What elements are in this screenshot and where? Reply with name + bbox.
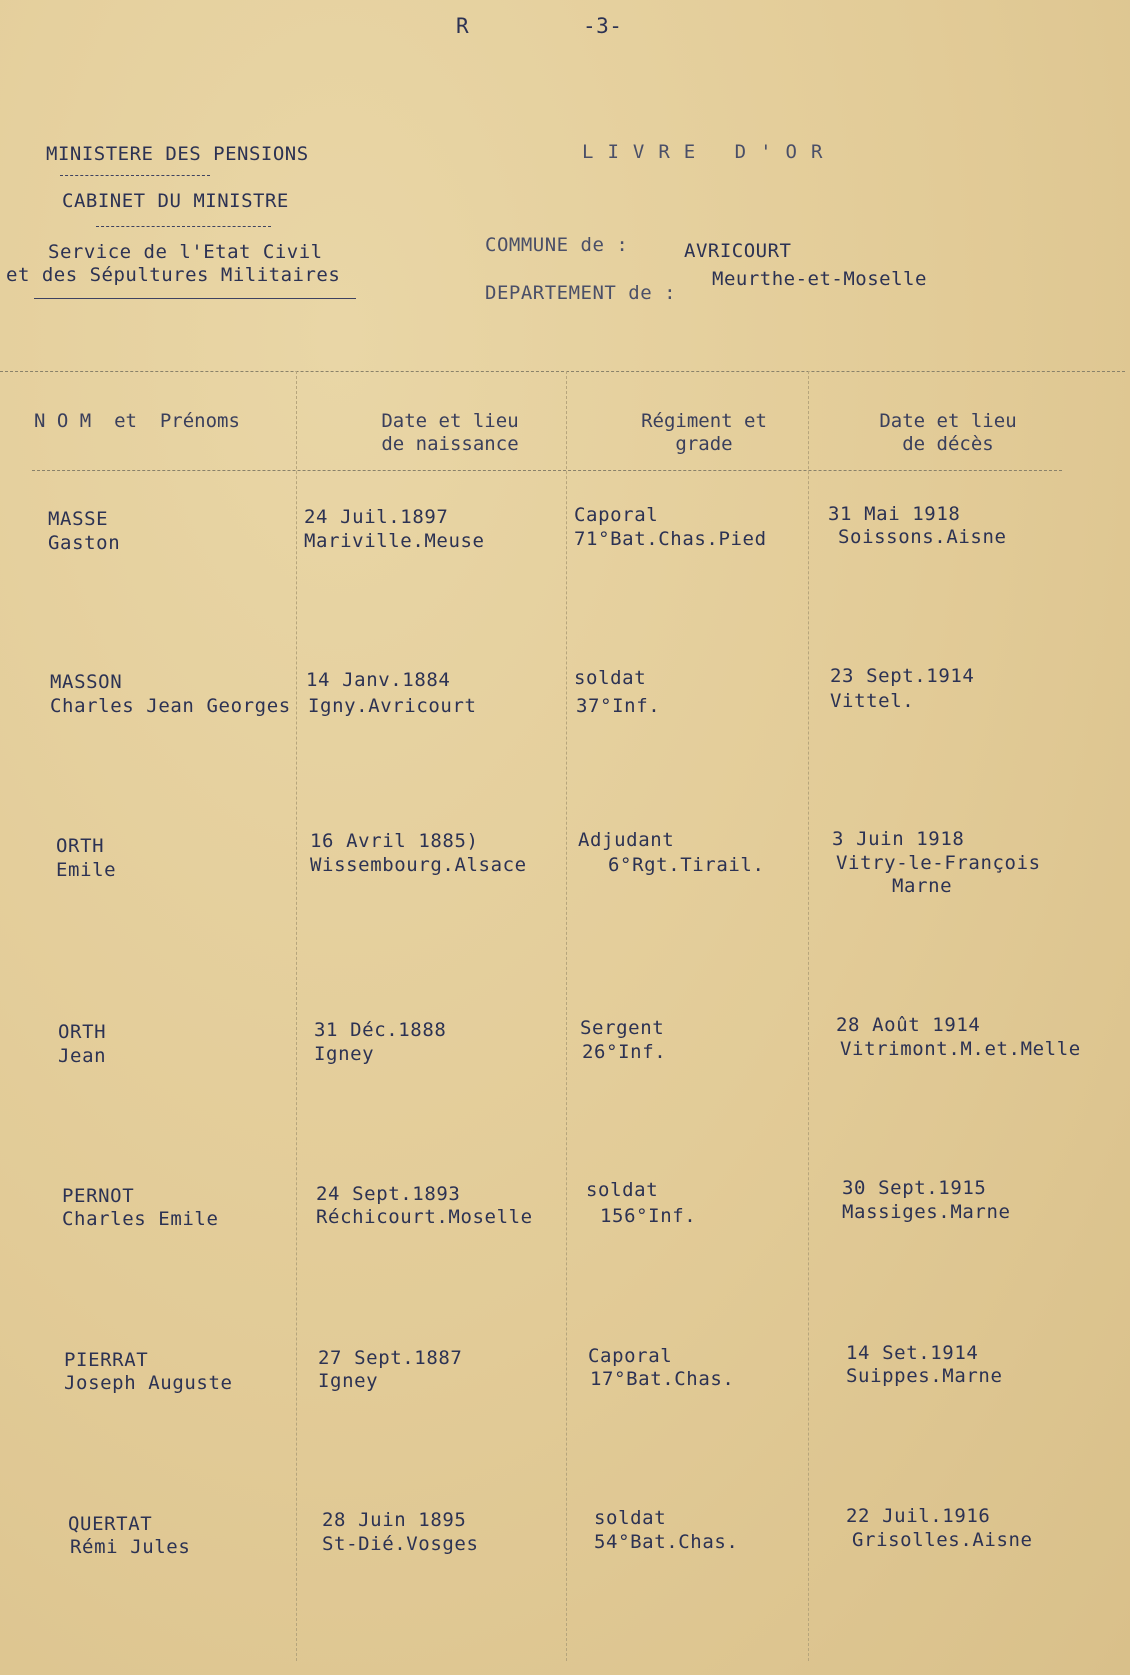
grade: Caporal — [574, 504, 659, 526]
birth-place: Igny.Avricourt — [308, 695, 477, 717]
death-date: 23 Sept.1914 — [830, 665, 975, 687]
given-names: Gaston — [48, 532, 121, 554]
column-divider-1 — [296, 371, 297, 1661]
commune-label: COMMUNE de : — [485, 234, 629, 256]
birth-date: 24 Juil.1897 — [304, 506, 449, 528]
ministry-name: MINISTERE DES PENSIONS — [46, 143, 309, 165]
birth-place: St-Dié.Vosges — [322, 1533, 479, 1555]
ministry-underline — [60, 175, 210, 176]
regiment: 6°Rgt.Tirail. — [608, 854, 765, 876]
service-line-1: Service de l'Etat Civil — [48, 241, 323, 263]
column-header-death-2: de décès — [902, 433, 994, 455]
table-header-rule — [32, 470, 1062, 471]
column-header-name: N O M et Prénoms — [34, 410, 240, 432]
grade: Caporal — [588, 1345, 673, 1367]
death-date: 31 Mai 1918 — [828, 503, 961, 525]
birth-date: 14 Janv.1884 — [306, 669, 451, 691]
death-date: 22 Juil.1916 — [846, 1505, 991, 1527]
service-line-2: et des Sépultures Militaires — [6, 264, 341, 286]
death-date: 30 Sept.1915 — [842, 1177, 987, 1199]
birth-place: Mariville.Meuse — [304, 530, 485, 552]
birth-place: Igney — [318, 1370, 379, 1392]
surname: PERNOT — [62, 1185, 135, 1207]
given-names: Joseph Auguste — [64, 1372, 233, 1394]
death-place: Vittel. — [830, 690, 915, 712]
commune-value: AVRICOURT — [684, 240, 792, 262]
death-place: Suippes.Marne — [846, 1365, 1003, 1387]
death-date: 14 Set.1914 — [846, 1342, 979, 1364]
birth-date: 16 Avril 1885) — [310, 830, 479, 852]
birth-place: Réchicourt.Moselle — [316, 1206, 533, 1228]
regiment: 26°Inf. — [582, 1041, 667, 1063]
regiment: 71°Bat.Chas.Pied — [574, 528, 767, 550]
column-header-regiment-1: Régiment et — [641, 410, 767, 432]
death-place-line-2: Marne — [892, 875, 953, 897]
birth-place: Wissembourg.Alsace — [310, 854, 527, 876]
column-header-birth-1: Date et lieu — [381, 410, 519, 432]
surname: MASSE — [48, 508, 109, 530]
death-date: 28 Août 1914 — [836, 1014, 981, 1036]
given-names: Charles Jean Georges — [50, 695, 291, 717]
regiment: 37°Inf. — [576, 695, 661, 717]
given-names: Charles Emile — [62, 1208, 219, 1230]
surname: MASSON — [50, 671, 123, 693]
surname: QUERTAT — [68, 1513, 153, 1535]
column-header-regiment-2: grade — [675, 433, 733, 455]
column-divider-2 — [566, 371, 567, 1661]
surname: PIERRAT — [64, 1349, 149, 1371]
service-underline — [34, 298, 356, 299]
cabinet-underline — [96, 226, 271, 227]
birth-place: Igney — [314, 1043, 375, 1065]
death-place: Vitry-le-François — [836, 852, 1041, 874]
column-header-birth-2: de naissance — [381, 433, 519, 455]
death-place: Soissons.Aisne — [838, 526, 1007, 548]
grade: Adjudant — [578, 829, 675, 851]
death-place: Grisolles.Aisne — [852, 1529, 1033, 1551]
surname: ORTH — [58, 1021, 107, 1043]
column-header-death-1: Date et lieu — [879, 410, 1017, 432]
cabinet-name: CABINET DU MINISTRE — [62, 190, 289, 212]
given-names: Jean — [58, 1045, 107, 1067]
regiment: 54°Bat.Chas. — [594, 1531, 739, 1553]
death-date: 3 Juin 1918 — [832, 828, 965, 850]
given-names: Emile — [56, 859, 117, 881]
column-divider-3 — [808, 371, 809, 1661]
birth-date: 28 Juin 1895 — [322, 1509, 467, 1531]
given-names: Rémi Jules — [70, 1536, 191, 1558]
regiment: 156°Inf. — [600, 1205, 697, 1227]
grade: soldat — [574, 667, 647, 689]
birth-date: 24 Sept.1893 — [316, 1183, 461, 1205]
death-place: Vitrimont.M.et.Melle — [840, 1038, 1081, 1060]
surname: ORTH — [56, 835, 105, 857]
grade: soldat — [594, 1507, 667, 1529]
book-title: LIVRE D'OR — [582, 141, 837, 163]
birth-date: 27 Sept.1887 — [318, 1347, 463, 1369]
birth-date: 31 Déc.1888 — [314, 1019, 447, 1041]
departement-label: DEPARTEMENT de : — [485, 282, 677, 304]
page-mark: R — [456, 14, 470, 38]
page-number: -3- — [583, 14, 623, 38]
regiment: 17°Bat.Chas. — [590, 1368, 735, 1390]
table-top-rule — [0, 371, 1125, 372]
grade: Sergent — [580, 1017, 665, 1039]
death-place: Massiges.Marne — [842, 1201, 1011, 1223]
grade: soldat — [586, 1179, 659, 1201]
departement-value: Meurthe-et-Moselle — [712, 268, 927, 290]
